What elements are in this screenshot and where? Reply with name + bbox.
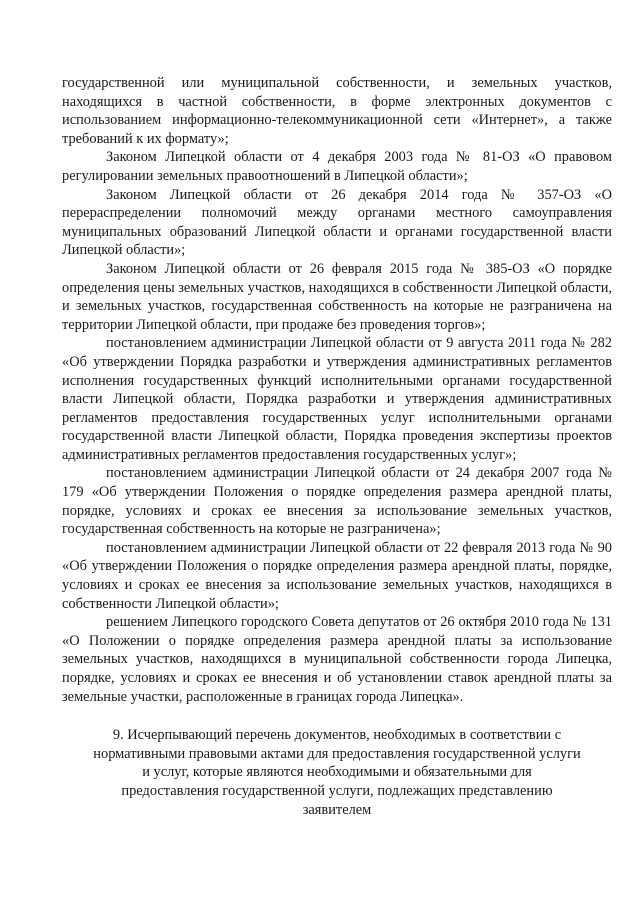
paragraph-law-357-oz: Законом Липецкой области от 26 декабря 2014 года № 357-ОЗ «О перераспределении полномочий между органами местного самоуправления муниципальных образований Липецкой области и органами государственной власти Липецкой области»; (62, 186, 612, 259)
paragraph-resolution-90: постановлением администрации Липецкой области от 22 февраля 2013 года № 90 «Об утверждении Положения о порядке определения размера арендной платы, порядке, условиях и сроках ее внесения за использование земельных участков, находящихся в собственности Липецкой области»; (62, 539, 612, 612)
paragraph-continuation: государственной или муниципальной собственности, и земельных участков, находящихся в частной собственности, в форме электронных документов с использованием информационно-телекоммуникационной сети «Интернет», а также требований к их формату»; (62, 75, 612, 147)
paragraph-law-385-oz: Законом Липецкой области от 26 февраля 2015 года № 385-ОЗ «О порядке определения цены земельных участков, находящихся в собственности Липецкой области, и земельных участков, государственная собственность на которые не разграничена на территории Липецкой области, при продаже без проведения торгов»; (62, 260, 612, 333)
paragraph-resolution-179: постановлением администрации Липецкой области от 24 декабря 2007 года № 179 «Об утверждении Положения о порядке определения размера арендной платы, порядке, условиях и сроках ее внесения за использование земельных участков, государственная собственность на которые не разграничена»; (62, 465, 612, 538)
document-page (62, 74, 612, 819)
paragraph-resolution-282: постановлением администрации Липецкой области от 9 августа 2011 года № 282 «Об утверждении Порядка разработки и утверждения административных регламентов исполнения государственных функций исполнительными органами государственной власти Липецкой области, Порядка разработки и утверждения административных регламентов предоставления государственных услуг исполнительными органами государственной власти Липецкой области, Порядка проведения экспертизы проектов административных регламентов предоставления государственных услуг»; (62, 335, 612, 463)
paragraph-law-81-oz: Законом Липецкой области от 4 декабря 2003 года № 81-ОЗ «О правовом регулировании земельных правоотношений в Липецкой области»; (62, 149, 612, 184)
section-heading: 9. Исчерпывающий перечень документов, необходимых в соответствии с нормативными правовыми актами для предоставления государственной услуги и услуг, которые являются необходимыми и обязательными для предоставления государственной услуги, подлежащих представлению заявителем (93, 727, 581, 818)
paragraph-decision-131: решением Липецкого городского Совета депутатов от 26 октября 2010 года № 131 «О Положении о порядке определения размера арендной платы за использование земельных участков, находящихся в муниципальной собственности города Липецка, порядке, условиях и сроках ее внесения и об установлении ставок арендной платы за земельные участки, расположенные в границах города Липецка». (62, 614, 612, 705)
